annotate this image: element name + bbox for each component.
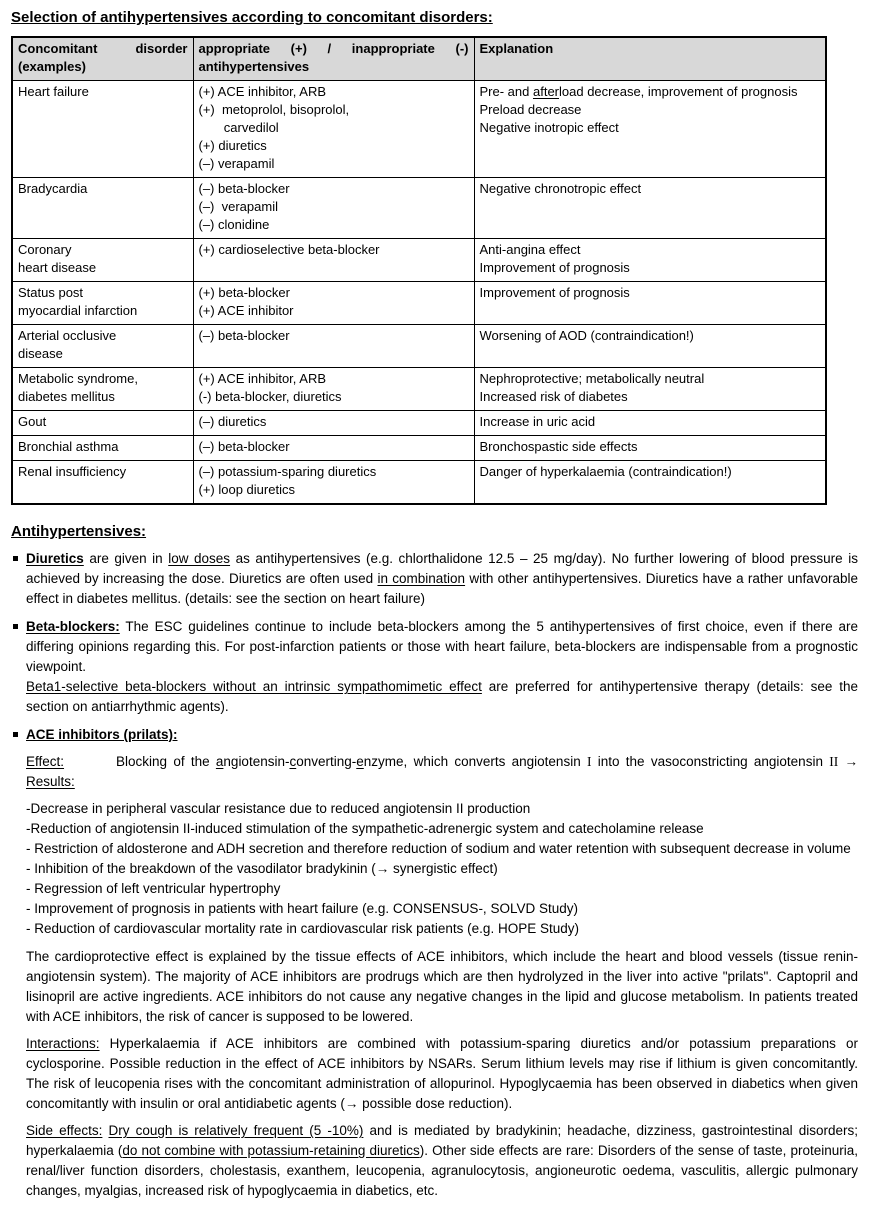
row-drugs-cell: (–) beta-blocker xyxy=(193,436,474,461)
bullet-square-icon xyxy=(13,732,18,737)
row-disorder-cell: Coronary heart disease xyxy=(12,239,193,282)
ace-result-item: -Reduction of angiotensin II-induced stimulation of the sympathetic-adrenergic system and catecholamine release xyxy=(26,821,704,836)
table-row xyxy=(12,325,826,368)
row-explanation-cell: Improvement of prognosis xyxy=(474,282,826,325)
row-drugs-cell: (–) diuretics xyxy=(193,411,474,436)
ace-result-item: - Improvement of prognosis in patients with heart failure (e.g. CONSENSUS-, SOLVD Study) xyxy=(26,901,578,916)
ace-side-effects-paragraph: Side effects: Dry cough is relatively frequent (5 -10%) and is mediated by bradykinin; headache, dizziness, gastrointestinal disorders; hyperkalaemia (do not combine with potassium-retaining diuretics). Other side effects are rare: Disorders of the sense of taste, proteinuria, renal/liver function disorders, cholestasis, exanthem, leucopenia, agranulocytosis, angioneurotic oedema, vasculitis, allergic pulmonary changes, myalgias, increased risk of hypoglycaemia in diabetics, etc. xyxy=(26,1123,858,1198)
section-heading-antihypertensives: Antihypertensives: xyxy=(11,523,147,540)
disorders-table xyxy=(11,36,827,505)
row-disorder-cell: Arterial occlusive disease xyxy=(12,325,193,368)
row-explanation-cell: Danger of hyperkalaemia (contraindication!) xyxy=(474,461,826,505)
antihypertensives-section xyxy=(11,549,858,1201)
ace-result-item: -Decrease in peripheral vascular resistance due to reduced angiotensin II production xyxy=(26,801,531,816)
ace-cardioprotective-paragraph: The cardioprotective effect is explained by the tissue effects of ACE inhibitors, which include the heart and blood vessels (tissue renin-angiotensin system). The majority of ACE inhibitors are prodrugs which are then hydrolyzed in the liver into active "prilats". Captopril and lisinopril are active ingredients. ACE inhibitors do not cause any negative changes in the lipid and glucose metabolism. In patients treated with ACE inhibitors, the risk of cancer is supposed to be lowered. xyxy=(26,949,858,1024)
row-drugs-cell: (+) ACE inhibitor, ARB (-) beta-blocker, diuretics xyxy=(193,368,474,411)
table-row xyxy=(12,178,826,239)
ace-heading: ACE inhibitors (prilats): xyxy=(26,727,178,742)
page-title: Selection of antihypertensives according to concomitant disorders: xyxy=(11,9,493,26)
row-explanation-cell: Worsening of AOD (contraindication!) xyxy=(474,325,826,368)
row-disorder-cell: Status post myocardial infarction xyxy=(12,282,193,325)
row-explanation-cell: Negative chronotropic effect xyxy=(474,178,826,239)
bullet-item-diuretics xyxy=(11,549,858,609)
ace-result-item: - Reduction of cardiovascular mortality rate in cardiovascular risk patients (e.g. HOPE Study) xyxy=(26,921,579,936)
row-explanation-cell: Increase in uric acid xyxy=(474,411,826,436)
col-header-drugs: appropriate (+) / inappropriate (-) antihypertensives xyxy=(193,37,474,81)
table-row xyxy=(12,461,826,505)
bullet-square-icon xyxy=(13,556,18,561)
ace-result-item: - Restriction of aldosterone and ADH secretion and therefore reduction of sodium and water retention with subsequent decrease in volume xyxy=(26,841,851,856)
row-drugs-cell: (+) beta-blocker (+) ACE inhibitor xyxy=(193,282,474,325)
table-row xyxy=(12,239,826,282)
ace-effect-paragraph: Effect: Blocking of the angiotensin-converting-enzyme, which converts angiotensin I into the vasoconstricting angiotensin II → Results: xyxy=(26,754,859,789)
row-disorder-cell: Heart failure xyxy=(12,81,193,178)
diuretics-paragraph: Diuretics are given in low doses as antihypertensives (e.g. chlorthalidone 12.5 – 25 mg/day). No further lowering of blood pressure is achieved by increasing the dose. Diuretics are often used in combination with other antihypertensives. Diuretics have a rather unfavorable effect in diabetes mellitus. (details: see the section on heart failure) xyxy=(26,551,858,606)
table-row xyxy=(12,436,826,461)
table-row xyxy=(12,368,826,411)
row-explanation-cell: Anti-angina effect Improvement of prognosis xyxy=(474,239,826,282)
table-row xyxy=(12,282,826,325)
row-disorder-cell: Gout xyxy=(12,411,193,436)
beta-blockers-paragraph: Beta-blockers: The ESC guidelines continue to include beta-blockers among the 5 antihypertensives of first choice, even if there are differing opinions regarding this. For post-infarction patients or those with heart failure, beta-blockers are indispensable from a prognostic viewpoint. Beta1-selective beta-blockers without an intrinsic sympathomimetic effect are preferred for antihypertensive therapy (details: see the section on antiarrhythmic agents). xyxy=(26,619,858,714)
bullet-item-beta-blockers xyxy=(11,617,858,717)
row-disorder-cell: Metabolic syndrome, diabetes mellitus xyxy=(12,368,193,411)
ace-result-item: - Regression of left ventricular hypertrophy xyxy=(26,881,281,896)
row-drugs-cell: (+) cardioselective beta-blocker xyxy=(193,239,474,282)
table-row xyxy=(12,411,826,436)
ace-result-item: - Inhibition of the breakdown of the vasodilator bradykinin (→ synergistic effect) xyxy=(26,861,498,876)
row-explanation-cell: Pre- and afterload decrease, improvement of prognosis Preload decrease Negative inotropic effect xyxy=(474,81,826,178)
row-explanation-cell: Nephroprotective; metabolically neutral Increased risk of diabetes xyxy=(474,368,826,411)
row-disorder-cell: Bradycardia xyxy=(12,178,193,239)
row-explanation-cell: Bronchospastic side effects xyxy=(474,436,826,461)
row-drugs-cell: (+) ACE inhibitor, ARB (+) metoprolol, bisoprolol, carvedilol (+) diuretics (–) verapamil xyxy=(193,81,474,178)
table-row xyxy=(12,81,826,178)
ace-interactions-paragraph: Interactions: Hyperkalaemia if ACE inhibitors are combined with potassium-sparing diuretics and/or potassium preparations or cyclosporine. Possible reduction in the effect of ACE inhibitors by NSARs. Serum lithium levels may rise if lithium is given concomitantly. The risk of leucopenia rises with the concomitant administration of allopurinol. Hypoglycaemia has been observed in diabetics when given concomitantly with insulin or oral antidiabetic agents (→ possible dose reduction). xyxy=(26,1036,858,1111)
row-disorder-cell: Renal insufficiency xyxy=(12,461,193,505)
row-drugs-cell: (–) beta-blocker xyxy=(193,325,474,368)
col-header-disorder: Concomitant disorder (examples) xyxy=(12,37,193,81)
ace-inhibitors-block xyxy=(26,725,858,1201)
ace-results-list xyxy=(26,799,858,939)
bullet-item-ace-inhibitors xyxy=(11,725,858,1201)
bullet-square-icon xyxy=(13,624,18,629)
row-drugs-cell: (–) beta-blocker (–) verapamil (–) clonidine xyxy=(193,178,474,239)
row-disorder-cell: Bronchial asthma xyxy=(12,436,193,461)
row-drugs-cell: (–) potassium-sparing diuretics (+) loop diuretics xyxy=(193,461,474,505)
table-header-row xyxy=(12,37,826,81)
col-header-explanation: Explanation xyxy=(474,37,826,81)
